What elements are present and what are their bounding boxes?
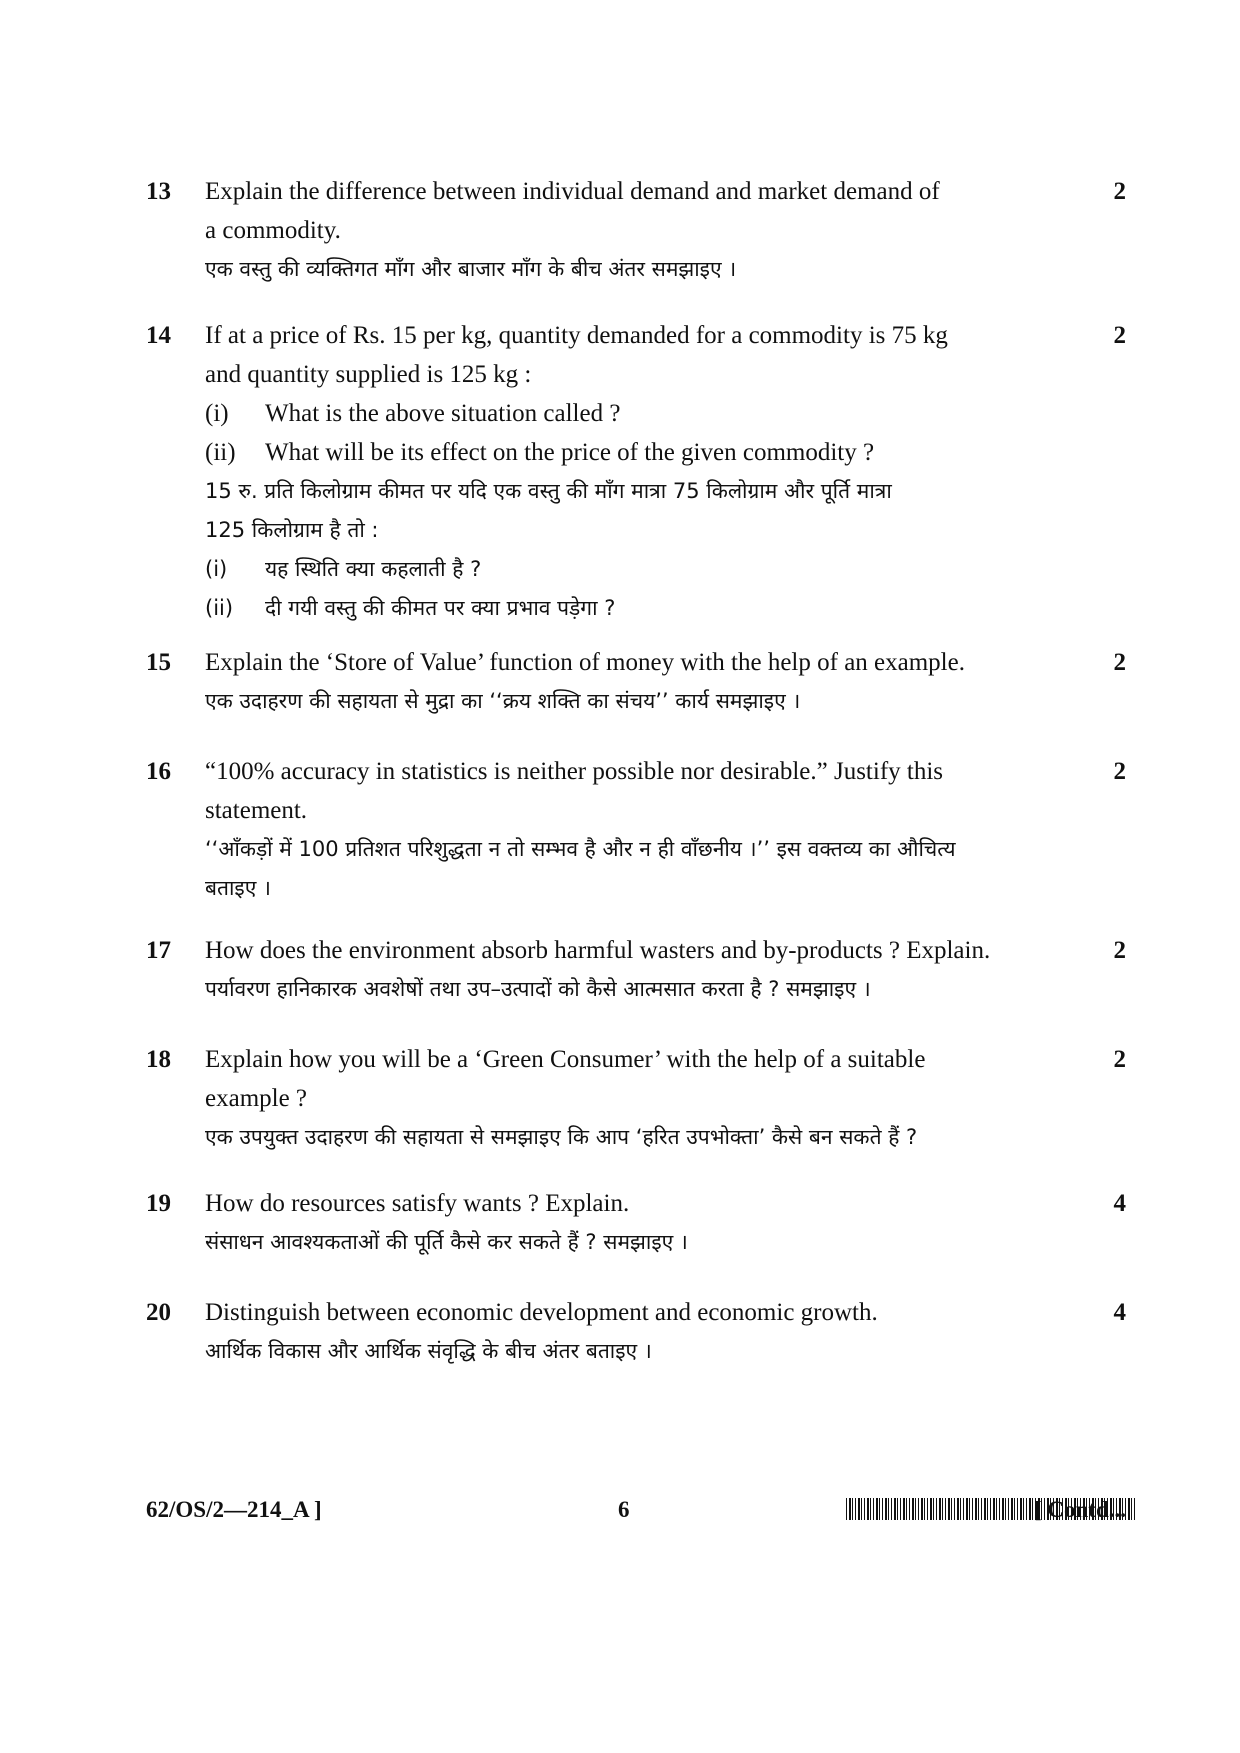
sub-question-label: (i): [205, 557, 228, 581]
question-text-hi: बताइए ।: [205, 876, 271, 900]
question-marks: 2: [1113, 178, 1126, 205]
sub-question-label: (i): [205, 400, 229, 427]
question-marks: 2: [1113, 322, 1126, 349]
question-text-en: Explain how you will be a ‘Green Consumer’ with the help of a suitable: [205, 1046, 926, 1073]
question-number: 17: [146, 937, 171, 964]
question-text-hi: 15 रु. प्रति किलोग्राम कीमत पर यदि एक वस्तु की माँग मात्रा 75 किलोग्राम और पूर्ति मात्रा: [205, 479, 892, 503]
question-text-hi: आर्थिक विकास और आर्थिक संवृद्धि के बीच अंतर बताइए ।: [205, 1339, 652, 1363]
question-marks: 4: [1113, 1299, 1126, 1326]
question-marks: 2: [1113, 649, 1126, 676]
question-text-en: a commodity.: [205, 217, 341, 244]
question-number: 20: [146, 1299, 171, 1326]
sub-question-hi: [205, 589, 1075, 628]
sub-question-hi: [205, 550, 1075, 589]
sub-question-text: यह स्थिति क्या कहलाती है ?: [265, 557, 482, 581]
paper-code: 62/OS/2—214_A ]: [146, 1497, 322, 1522]
question-marks: 2: [1113, 1046, 1126, 1073]
sub-question-text: What will be its effect on the price of the given commodity ?: [265, 439, 875, 466]
continued-label: [ Contd...: [1033, 1497, 1126, 1522]
question-number: 13: [146, 178, 171, 205]
question-text-en: statement.: [205, 797, 308, 824]
question-text-hi: एक उदाहरण की सहायता से मुद्रा का ‘‘क्रय शक्ति का संचय’’ कार्य समझाइए ।: [205, 689, 801, 713]
sub-question-label: (ii): [205, 439, 236, 466]
question-number: 14: [146, 322, 171, 349]
question-text-en: and quantity supplied is 125 kg :: [205, 361, 532, 388]
question-text-hi: एक उपयुक्त उदाहरण की सहायता से समझाइए कि आप ‘हरित उपभोक्ता’ कैसे बन सकते हैं ?: [205, 1125, 918, 1149]
sub-question-text: दी गयी वस्तु की कीमत पर क्या प्रभाव पड़ेगा ?: [265, 596, 616, 620]
question-text-hi: संसाधन आवश्यकताओं की पूर्ति कैसे कर सकते हैं ? समझाइए ।: [205, 1230, 688, 1254]
question-text-en: Distinguish between economic development and economic growth.: [205, 1299, 878, 1326]
sub-question: [205, 394, 1075, 433]
question-text-en: How does the environment absorb harmful wasters and by-products ? Explain.: [205, 937, 991, 964]
sub-question-text: What is the above situation called ?: [265, 400, 621, 427]
question-text-en: If at a price of Rs. 15 per kg, quantity demanded for a commodity is 75 kg: [205, 322, 948, 349]
question-text-hi: ‘‘आँकड़ों में 100 प्रतिशत परिशुद्धता न तो सम्भव है और न ही वाँछनीय ।’’ इस वक्तव्य का औचित्य: [205, 837, 956, 861]
page-footer: [146, 1490, 1126, 1530]
sub-question: [205, 433, 1075, 472]
question-marks: 4: [1113, 1190, 1126, 1217]
question-marks: 2: [1113, 937, 1126, 964]
question-text-hi: 125 किलोग्राम है तो :: [205, 518, 379, 542]
sub-question-label: (ii): [205, 596, 234, 620]
question-text-en: example ?: [205, 1085, 308, 1112]
question-text-en: Explain the ‘Store of Value’ function of money with the help of an example.: [205, 649, 965, 676]
page-number: 6: [618, 1497, 630, 1522]
question-number: 19: [146, 1190, 171, 1217]
question-text-hi: पर्यावरण हानिकारक अवशेषों तथा उप–उत्पादों को कैसे आत्मसात करता है ? समझाइए ।: [205, 977, 871, 1001]
question-number: 15: [146, 649, 171, 676]
question-number: 16: [146, 758, 171, 785]
question-text-hi: एक वस्तु की व्यक्तिगत माँग और बाजार माँग के बीच अंतर समझाइए ।: [205, 257, 737, 281]
question-number: 18: [146, 1046, 171, 1073]
question-marks: 2: [1113, 758, 1126, 785]
question-text-en: “100% accuracy in statistics is neither possible nor desirable.” Justify this: [205, 758, 944, 785]
question-text-en: How do resources satisfy wants ? Explain.: [205, 1190, 630, 1217]
question-text-en: Explain the difference between individual demand and market demand of: [205, 178, 940, 205]
